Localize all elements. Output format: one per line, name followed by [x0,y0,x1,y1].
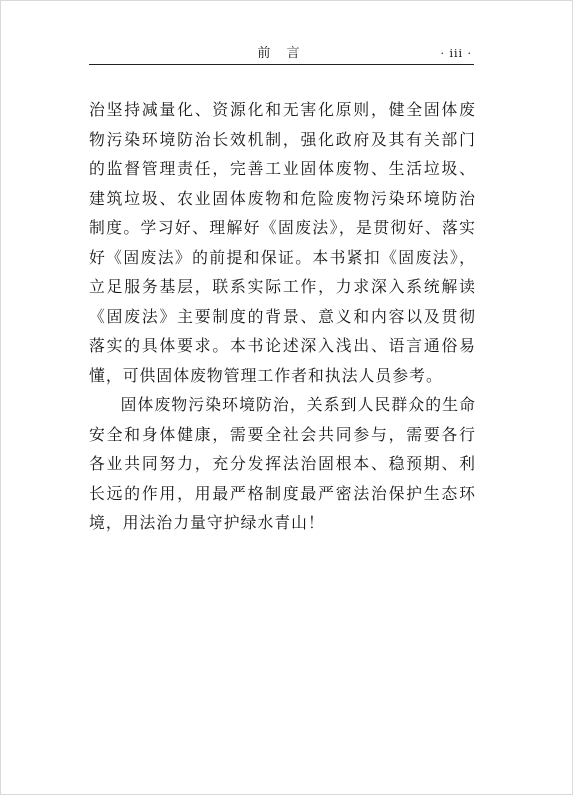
header-rule [89,64,474,65]
page-number: · iii · [440,47,472,60]
paragraph-continued: 治坚持减量化、资源化和无害化原则，健全固体废物污染环境防治长效机制，强化政府及其有关部门的监督管理责任，完善工业固体废物、生活垃圾、建筑垃圾、农业固体废物和危险废物污染环境防治制度。学习好、理解好《固废法》，是贯彻好、落实好《固废法》的前提和保证。本书紧扣《固废法》，立足服务基层，联系实际工作，力求深入系统解读《固废法》主要制度的背景、意义和内容以及贯彻落实的具体要求。本书论述深入浅出、语言通俗易懂，可供固体废物管理工作者和执法人员参考。 [89,100,476,385]
running-header [89,45,474,65]
chapter-title: 前 言 [257,46,306,61]
body-text [89,95,476,538]
paragraph: 固体废物污染环境防治，关系到人民群众的生命安全和身体健康，需要全社会共同参与，需要各行各业共同努力，充分发挥法治固根本、稳预期、利长远的作用，用最严格制度最严密法治保护生态环境，用法治力量守护绿水青山！ [89,395,476,532]
